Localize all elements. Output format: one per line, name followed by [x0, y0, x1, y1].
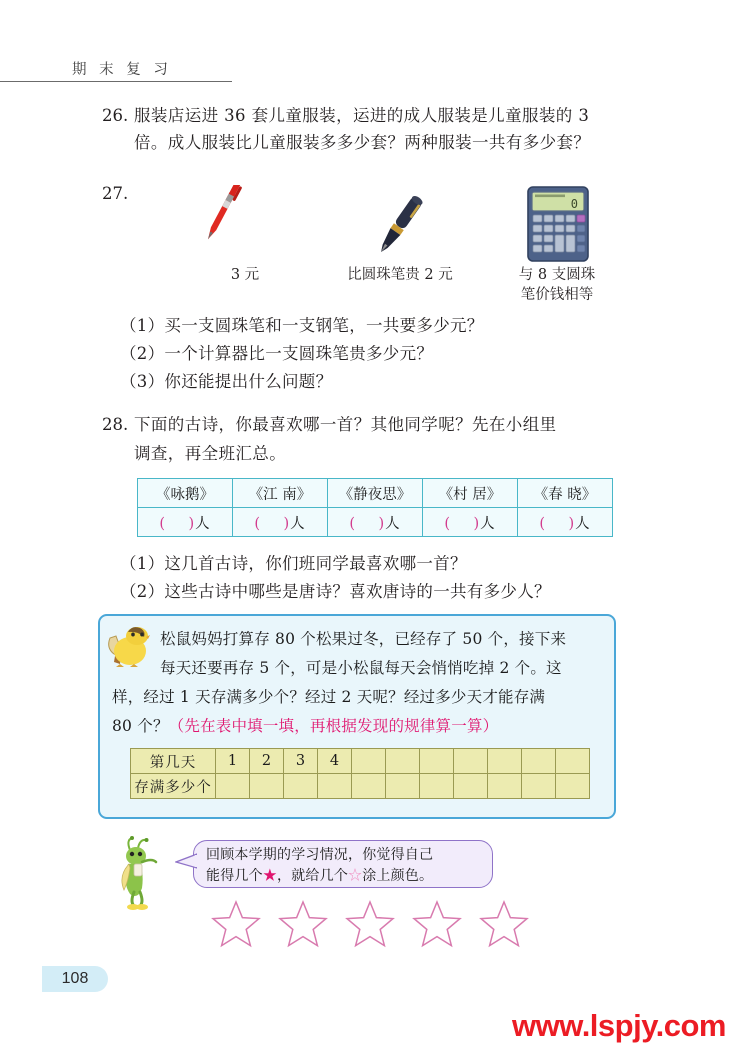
activity-text-line-3: 样，经过 1 天存满多少个？经过 2 天呢？经过多少天才能存满 — [112, 688, 546, 706]
question-27-picture-row — [100, 185, 660, 303]
star-hollow-icon: ☆ — [348, 868, 363, 884]
product-calculator — [472, 185, 642, 303]
rating-star-icon[interactable] — [210, 898, 262, 950]
question-27-sub-3: （3）你还能提出什么问题？ — [120, 372, 333, 391]
rating-star-icon[interactable] — [411, 898, 463, 950]
ballpoint-pen-caption: 3 元 — [230, 267, 260, 283]
question-26-line-2: 倍。成人服装比儿童服装多多少套？两种服装一共有多少套？ — [134, 133, 591, 152]
question-26-line-1: 服装店运进 36 套儿童服装，运进的成人服装是儿童服装的 3 — [134, 106, 590, 125]
poem-answer-cell[interactable]: ( )人 — [138, 508, 233, 537]
yellow-table-cell-day[interactable]: 1 — [216, 749, 250, 774]
yellow-table-label-days: 第几天 — [131, 749, 216, 774]
poem-table-header-row — [138, 479, 613, 508]
page-number: 108 — [61, 970, 89, 987]
yellow-table-cell-total[interactable] — [216, 774, 250, 799]
star-solid-icon: ★ — [262, 868, 278, 884]
bubble-line-2-a: 能得几个 — [206, 868, 263, 884]
rating-star-icon[interactable] — [277, 898, 329, 950]
bubble-line-2 — [206, 866, 486, 887]
question-28-sub-2: （2）这些古诗中哪些是唐诗？喜欢唐诗的一共有多少人？ — [120, 582, 551, 601]
product-ballpoint-pen — [160, 185, 330, 297]
yellow-table-cell-day[interactable] — [352, 749, 386, 774]
calculator-caption — [472, 265, 642, 305]
svg-text:0: 0 — [570, 197, 578, 211]
yellow-table-cell-total[interactable] — [522, 774, 556, 799]
yellow-table-cell-total[interactable] — [318, 774, 352, 799]
yellow-table-cell-day[interactable]: 3 — [284, 749, 318, 774]
squirrel-progress-table — [130, 748, 590, 799]
rating-star-icon[interactable] — [478, 898, 530, 950]
question-26-number: 26. — [102, 106, 129, 125]
bubble-line-2-b: ，就给几个 — [277, 868, 349, 884]
fountain-pen-caption: 比圆珠笔贵 2 元 — [347, 267, 453, 283]
yellow-table-row-total — [131, 774, 590, 799]
question-28-line-1: 下面的古诗，你最喜欢哪一首？其他同学呢？先在小组里 — [134, 415, 557, 434]
reflection-bubble-text — [206, 845, 486, 887]
rating-star-icon[interactable] — [344, 898, 396, 950]
calculator-caption-line-2: 笔价钱相等 — [520, 287, 594, 303]
site-watermark: www.lspjy.com — [512, 1008, 726, 1043]
activity-text-line-2: 每天还要再存 5 个，可是小松鼠每天会悄悄吃掉 2 个。这 — [160, 659, 562, 677]
poem-header-cell: 《村 居》 — [423, 479, 518, 508]
grasshopper-icon — [116, 836, 172, 912]
question-28-sub-1: （1）这几首古诗，你们班同学最喜欢哪一首？ — [120, 554, 467, 573]
yellow-table-cell-day[interactable] — [488, 749, 522, 774]
activity-text-line-1: 松鼠妈妈打算存 80 个松果过冬，已经存了 50 个，接下来 — [160, 630, 567, 648]
yellow-table-cell-total[interactable] — [352, 774, 386, 799]
page-number-tag — [42, 966, 108, 992]
running-head-text: 期 末 复 习 — [72, 62, 172, 78]
calculator-caption-line-1: 与 8 支圆珠 — [518, 267, 596, 283]
yellow-table-cell-day[interactable]: 2 — [250, 749, 284, 774]
poem-header-cell: 《春 晓》 — [518, 479, 613, 508]
yellow-table-cell-day[interactable] — [454, 749, 488, 774]
bubble-line-2-c: 涂上颜色。 — [362, 868, 434, 884]
yellow-table-row-days — [131, 749, 590, 774]
question-28-number: 28. — [102, 415, 129, 434]
bubble-line-1: 回顾本学期的学习情况，你觉得自己 — [206, 847, 434, 863]
poem-answer-cell[interactable]: ( )人 — [233, 508, 328, 537]
yellow-table-label-total: 存满多少个 — [131, 774, 216, 799]
poem-answer-cell[interactable]: ( )人 — [328, 508, 423, 537]
ballpoint-pen-icon — [160, 185, 330, 265]
yellow-table-cell-total[interactable] — [250, 774, 284, 799]
yellow-table-cell-day[interactable] — [556, 749, 590, 774]
yellow-table-cell-total[interactable] — [454, 774, 488, 799]
yellow-table-cell-day[interactable]: 4 — [318, 749, 352, 774]
activity-box — [98, 614, 616, 819]
yellow-table-cell-total[interactable] — [420, 774, 454, 799]
reflection-speech-bubble — [193, 840, 493, 888]
yellow-table-cell-total[interactable] — [556, 774, 590, 799]
yellow-table-cell-day[interactable] — [522, 749, 556, 774]
poem-answer-cell[interactable]: ( )人 — [518, 508, 613, 537]
question-27-sub-1: （1）买一支圆珠笔和一支钢笔，一共要多少元？ — [120, 316, 484, 335]
fountain-pen-icon — [315, 185, 485, 265]
yellow-table-cell-total[interactable] — [386, 774, 420, 799]
yellow-table-cell-day[interactable] — [420, 749, 454, 774]
poem-header-cell: 《咏鹅》 — [138, 479, 233, 508]
running-head — [0, 58, 232, 84]
poem-table-answer-row — [138, 508, 613, 537]
running-head-rule — [0, 81, 232, 82]
question-27-number: 27. — [102, 184, 129, 203]
product-fountain-pen — [315, 185, 485, 297]
question-27-sub-2: （2）一个计算器比一支圆珠笔贵多少元？ — [120, 344, 434, 363]
activity-text-line-4 — [112, 712, 606, 741]
calculator-icon — [472, 185, 642, 265]
activity-text-hint: （先在表中填一填，再根据发现的规律算一算） — [168, 717, 499, 735]
rating-star-row — [210, 898, 530, 954]
poem-header-cell: 《静夜思》 — [328, 479, 423, 508]
activity-text-line-4-main: 80 个？ — [112, 717, 169, 735]
speech-bubble-tail-icon — [175, 853, 197, 869]
yellow-table-cell-total[interactable] — [488, 774, 522, 799]
poem-answer-cell[interactable]: ( )人 — [423, 508, 518, 537]
poem-header-cell: 《江 南》 — [233, 479, 328, 508]
activity-box-text — [112, 625, 606, 741]
poem-survey-table — [137, 478, 613, 537]
yellow-table-cell-day[interactable] — [386, 749, 420, 774]
question-28-line-2: 调查，再全班汇总。 — [134, 444, 287, 463]
yellow-table-cell-total[interactable] — [284, 774, 318, 799]
